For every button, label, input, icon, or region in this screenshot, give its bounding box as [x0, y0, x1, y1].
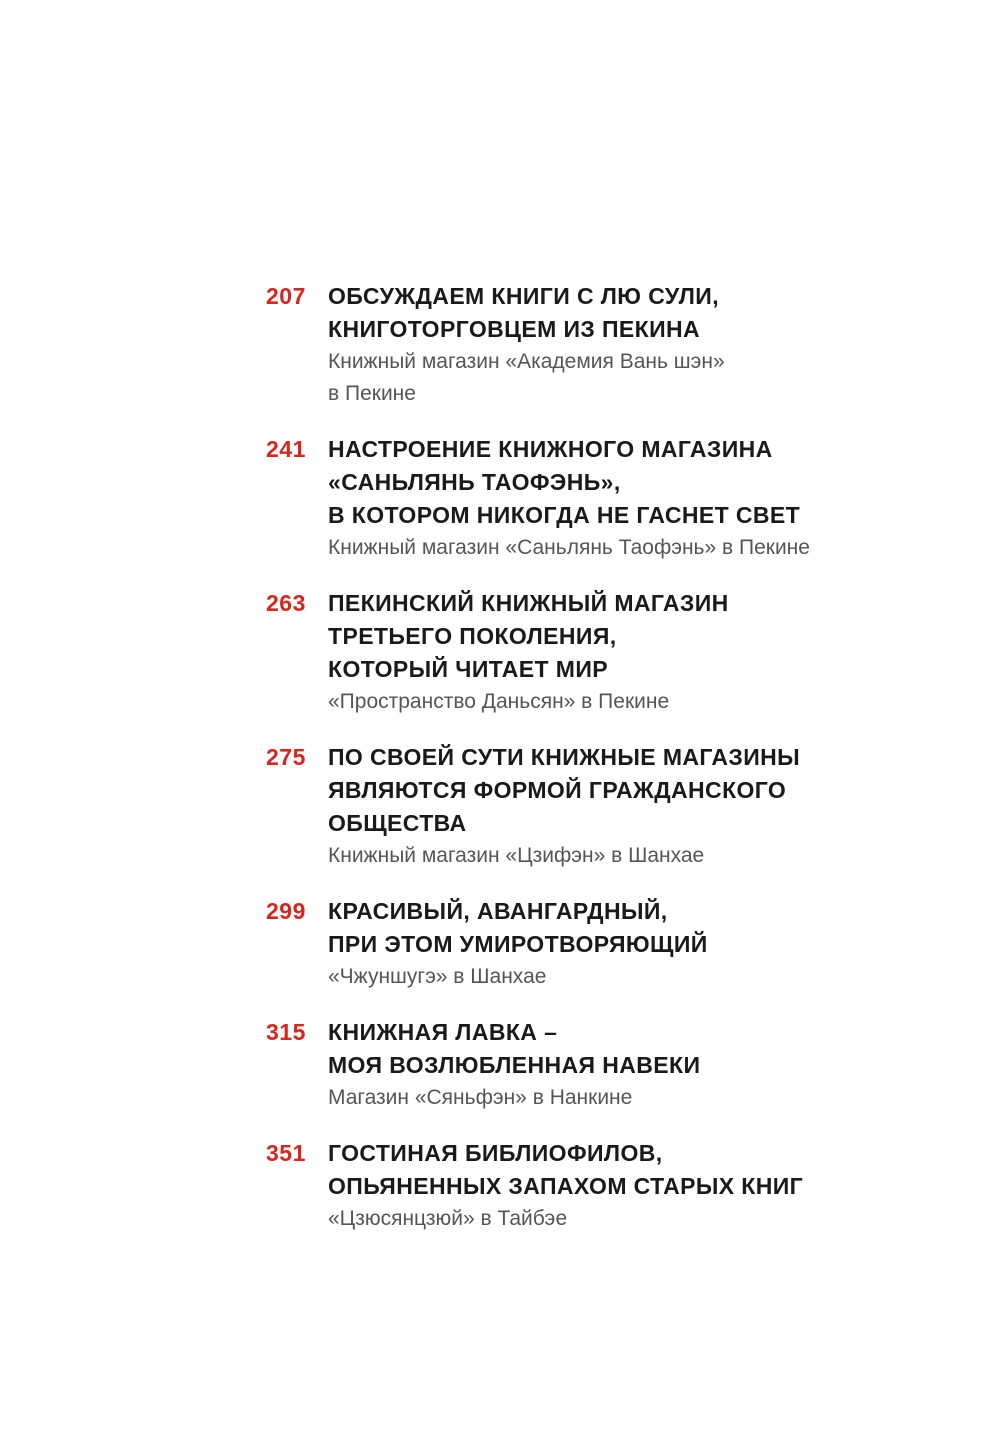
- page-number: 315: [266, 1019, 306, 1045]
- entry-title-line: КОТОРЫЙ ЧИТАЕТ МИР: [328, 656, 608, 682]
- toc-entry[interactable]: [0, 895, 1000, 993]
- entry-body: [328, 433, 968, 564]
- page-number: 241: [266, 436, 306, 462]
- entry-title-line: ОБЩЕСТВА: [328, 810, 467, 836]
- entry-title-line: НАСТРОЕНИЕ КНИЖНОГО МАГАЗИНА: [328, 436, 773, 462]
- entry-body: [328, 895, 968, 993]
- page-number: 207: [266, 283, 306, 309]
- entry-body: [328, 280, 968, 410]
- entry-title-line: МОЯ ВОЗЛЮБЛЕННАЯ НАВЕКИ: [328, 1052, 701, 1078]
- page-number: 299: [266, 898, 306, 924]
- entry-subtitle-line: в Пекине: [328, 382, 416, 405]
- entry-title-line: ГОСТИНАЯ БИБЛИОФИЛОВ,: [328, 1140, 663, 1166]
- entry-title-line: КНИЖНАЯ ЛАВКА –: [328, 1019, 558, 1045]
- entry-title-line: ТРЕТЬЕГО ПОКОЛЕНИЯ,: [328, 623, 617, 649]
- entry-subtitle-line: «Пространство Даньсян» в Пекине: [328, 690, 670, 713]
- entry-body: [328, 1137, 968, 1235]
- entry-subtitle-line: Книжный магазин «Цзифэн» в Шанхае: [328, 844, 705, 867]
- entry-title-line: ЯВЛЯЮТСЯ ФОРМОЙ ГРАЖДАНСКОГО: [328, 777, 787, 803]
- toc-entry[interactable]: [0, 1016, 1000, 1114]
- entry-subtitle-line: Магазин «Сяньфэн» в Нанкине: [328, 1086, 633, 1109]
- entry-title-line: КНИГОТОРГОВЦЕМ ИЗ ПЕКИНА: [328, 316, 701, 342]
- entry-title-line: ОБСУЖДАЕМ КНИГИ С ЛЮ СУЛИ,: [328, 283, 719, 309]
- entry-title-line: В КОТОРОМ НИКОГДА НЕ ГАСНЕТ СВЕТ: [328, 502, 801, 528]
- entry-body: [328, 741, 968, 872]
- entry-subtitle-line: «Чжуншугэ» в Шанхае: [328, 965, 547, 988]
- page-number: 263: [266, 590, 306, 616]
- entry-title-line: КРАСИВЫЙ, АВАНГАРДНЫЙ,: [328, 898, 668, 924]
- entry-body: [328, 587, 968, 718]
- entry-subtitle-line: «Цзюсянцзюй» в Тайбэе: [328, 1207, 568, 1230]
- page-number: 275: [266, 744, 306, 770]
- toc-entry[interactable]: [0, 741, 1000, 872]
- toc-entry[interactable]: [0, 280, 1000, 410]
- toc-entry[interactable]: [0, 433, 1000, 564]
- toc-entry[interactable]: [0, 587, 1000, 718]
- entry-subtitle-line: Книжный магазин «Академия Вань шэн»: [328, 350, 725, 373]
- entry-title-line: ОПЬЯНЕННЫХ ЗАПАХОМ СТАРЫХ КНИГ: [328, 1173, 804, 1199]
- page-number: 351: [266, 1140, 306, 1166]
- entry-subtitle-line: Книжный магазин «Саньлянь Таофэнь» в Пекине: [328, 536, 810, 559]
- entry-title-line: «САНЬЛЯНЬ ТАОФЭНЬ»,: [328, 469, 621, 495]
- entry-title-line: ПЕКИНСКИЙ КНИЖНЫЙ МАГАЗИН: [328, 590, 729, 616]
- entry-title-line: ПО СВОЕЙ СУТИ КНИЖНЫЕ МАГАЗИНЫ: [328, 744, 801, 770]
- toc-entry[interactable]: [0, 1137, 1000, 1235]
- entry-title-line: ПРИ ЭТОМ УМИРОТВОРЯЮЩИЙ: [328, 931, 708, 957]
- entry-body: [328, 1016, 968, 1114]
- table-of-contents: [0, 280, 1000, 1235]
